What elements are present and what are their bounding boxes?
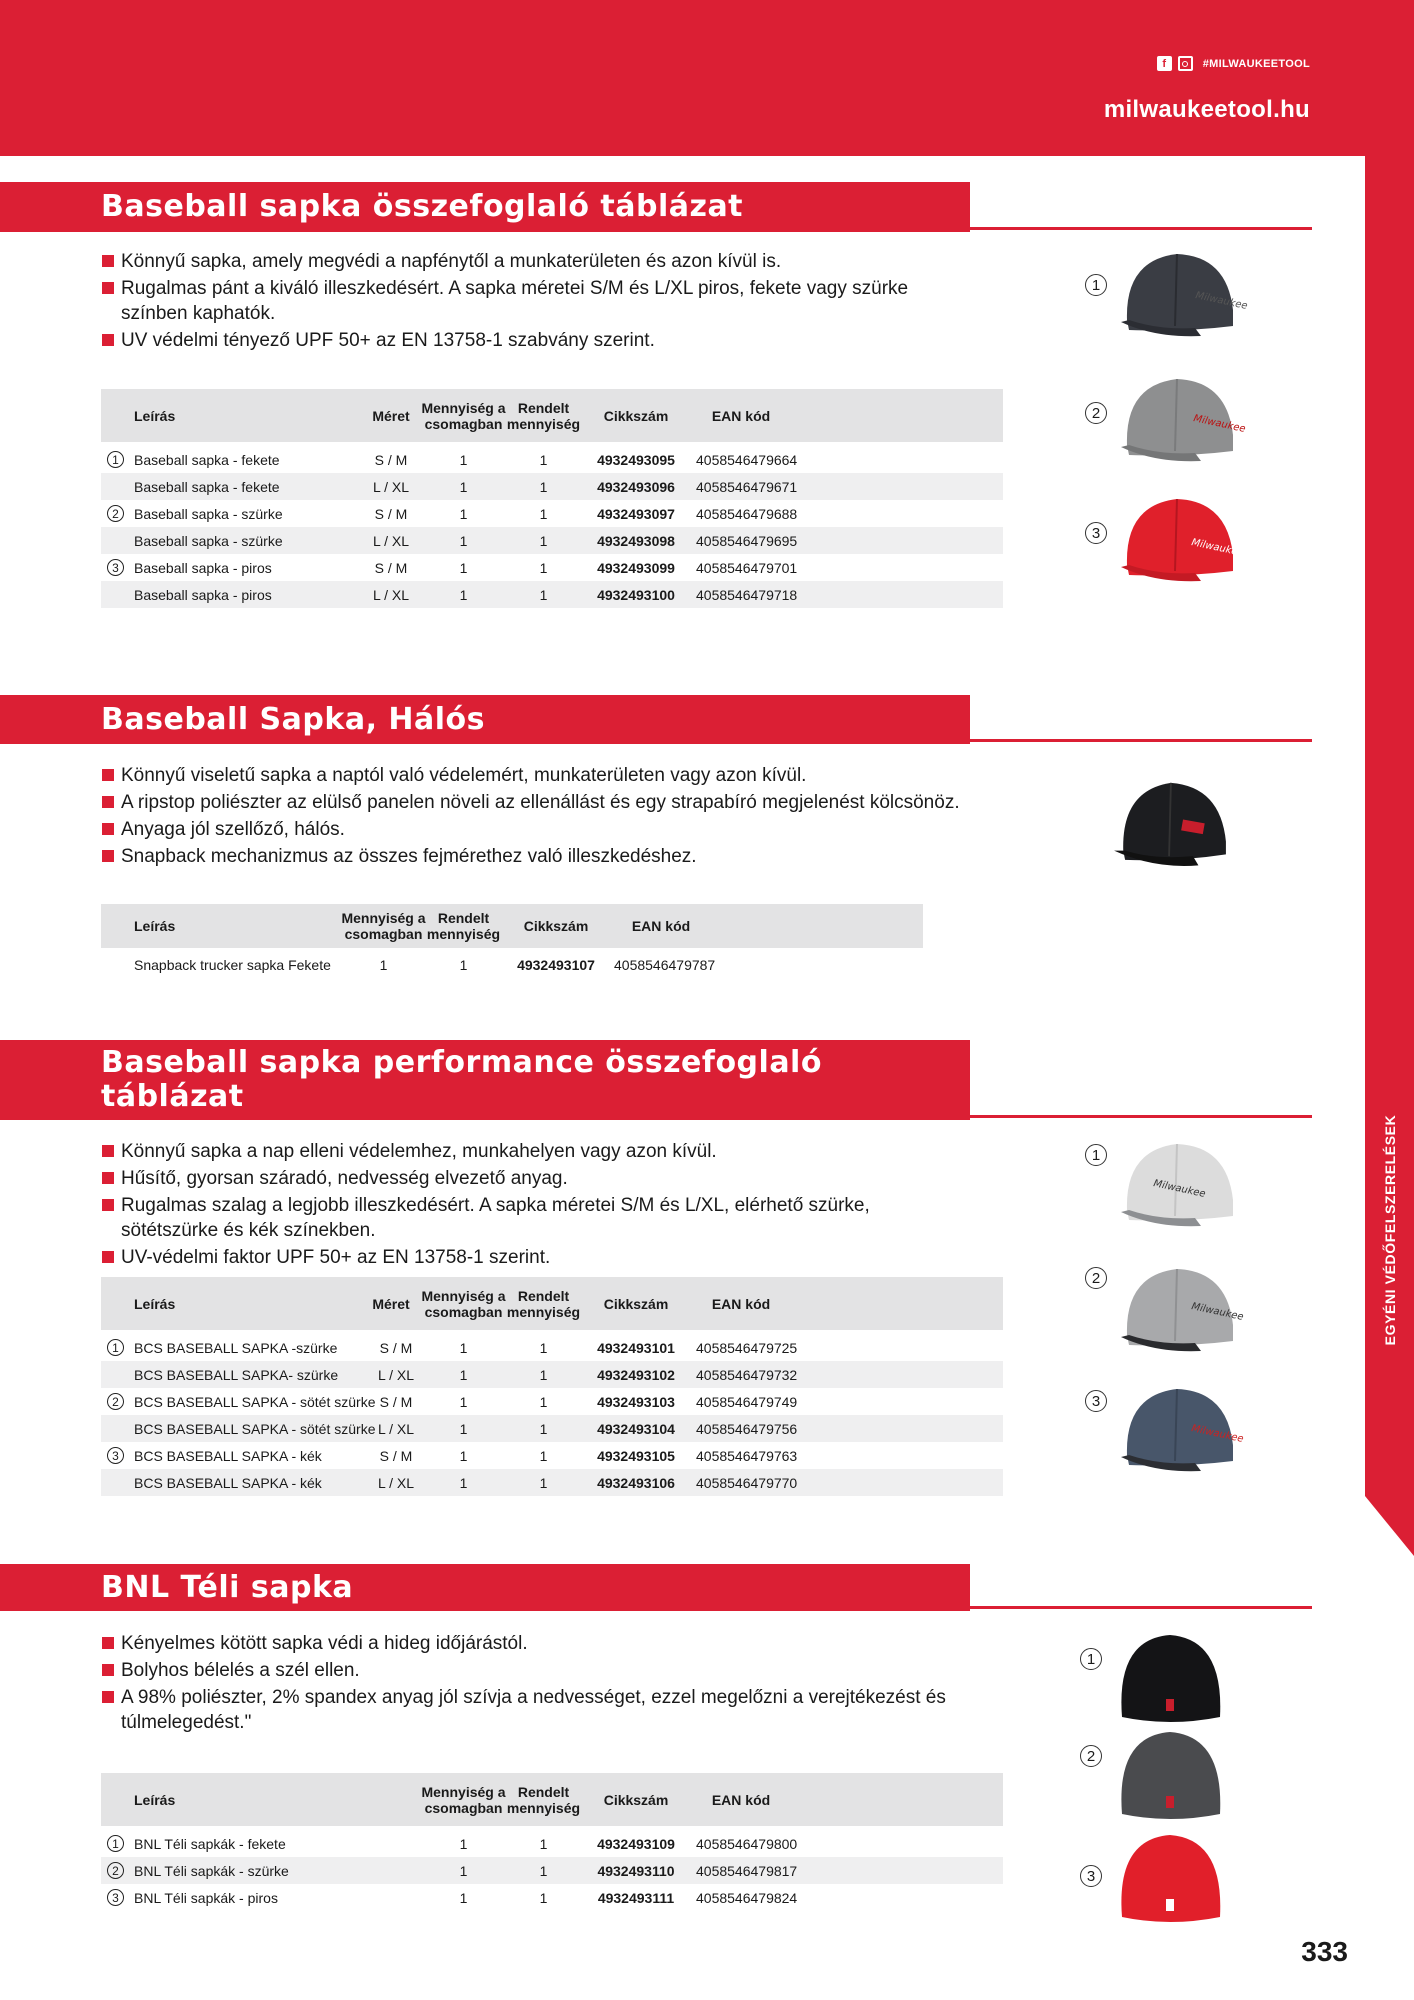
feature-item: A ripstop poliészter az elülső panelen növeli az ellenállást és egy strapabíró megjelenést kölcsönöz. xyxy=(101,790,1001,815)
cell-order: 1 xyxy=(539,532,548,549)
cell-order: 1 xyxy=(539,451,548,468)
facebook-icon[interactable]: f xyxy=(1157,56,1172,71)
cell-qty: 1 xyxy=(459,1862,468,1879)
cell-article-no: 4932493104 xyxy=(597,1420,675,1437)
table-row xyxy=(101,1334,1003,1361)
section-title-text: BNL Téli sapka xyxy=(101,1569,354,1605)
feature-item: Könnyű sapka a nap elleni védelemhez, munkahelyen vagy azon kívül. xyxy=(101,1139,921,1164)
cell-ean: 4058546479763 xyxy=(696,1447,798,1464)
feature-item: Hűsítő, gyorsan száradó, nedvesség elvezető anyag. xyxy=(101,1166,921,1191)
side-category-label: EGYÉNI VÉDŐFELSZERELÉSEK xyxy=(1382,1114,1398,1346)
cell-ean: 4058546479800 xyxy=(696,1835,798,1852)
table-row xyxy=(101,500,1003,527)
cell-article-no: 4932493111 xyxy=(597,1889,675,1906)
cell-article-no: 4932493099 xyxy=(597,559,675,576)
side-tab-point xyxy=(1365,1496,1414,1556)
feature-item: Anyaga jól szellőző, hálós. xyxy=(101,817,1001,842)
feature-item: Snapback mechanizmus az összes fejmérethez való illeszkedéshez. xyxy=(101,844,1001,869)
cell-qty: 1 xyxy=(459,1393,468,1410)
cell-ean: 4058546479770 xyxy=(696,1474,798,1491)
header-band xyxy=(0,0,1414,156)
col-description: Leírás xyxy=(134,1791,176,1808)
section-title-text: Baseball sapka performance összefoglaló xyxy=(101,1045,822,1080)
cell-article-no: 4932493101 xyxy=(597,1339,675,1356)
hashtag[interactable]: #MILWAUKEETOOL xyxy=(1202,57,1310,70)
cell-ean: 4058546479824 xyxy=(696,1889,798,1906)
table-row xyxy=(101,473,1003,500)
cell-ean: 4058546479718 xyxy=(696,586,798,603)
instagram-icon[interactable] xyxy=(1178,56,1193,71)
cell-size: L / XL xyxy=(372,532,410,549)
feature-list xyxy=(101,249,931,355)
feature-item: Kényelmes kötött sapka védi a hideg időjárástól. xyxy=(101,1631,981,1656)
cell-article-no: 4932493107 xyxy=(517,956,595,973)
cell-order: 1 xyxy=(539,478,548,495)
cell-qty: 1 xyxy=(459,451,468,468)
product-table xyxy=(101,904,923,978)
col-ean: EAN kód xyxy=(631,918,691,934)
cell-qty: 1 xyxy=(459,1366,468,1383)
cell-description: BCS BASEBALL SAPKA -szürke xyxy=(134,1339,338,1356)
cell-size: S / M xyxy=(379,1339,413,1356)
product-table xyxy=(101,1773,1003,1911)
cell-size: L / XL xyxy=(377,1366,415,1383)
trucker-cap-image xyxy=(1105,770,1235,880)
cell-order: 1 xyxy=(539,1339,548,1356)
section-divider xyxy=(970,1606,1312,1609)
cell-ean: 4058546479671 xyxy=(696,478,798,495)
product-number: 3 xyxy=(1085,522,1107,544)
cell-order: 1 xyxy=(459,956,468,973)
product-number: 2 xyxy=(1085,402,1107,424)
table-header xyxy=(101,389,1003,442)
cell-order: 1 xyxy=(539,505,548,522)
cell-article-no: 4932493103 xyxy=(597,1393,675,1410)
section-title-text: táblázat xyxy=(101,1079,244,1114)
product-number: 3 xyxy=(1085,1390,1107,1412)
col-size: Méret xyxy=(372,1295,410,1312)
cell-size: S / M xyxy=(374,559,408,576)
cell-ean: 4058546479756 xyxy=(696,1420,798,1437)
cell-article-no: 4932493097 xyxy=(597,505,675,522)
feature-item: Rugalmas szalag a legjobb illeszkedésért. A sapka méretei S/M és L/XL, elérhető szürke, sötétszürke és kék színekben. xyxy=(101,1193,921,1243)
cell-size: S / M xyxy=(379,1447,413,1464)
cell-article-no: 4932493105 xyxy=(597,1447,675,1464)
cell-order: 1 xyxy=(539,1447,548,1464)
table-header xyxy=(101,1277,1003,1330)
cell-ean: 4058546479688 xyxy=(696,505,798,522)
table-row xyxy=(101,554,1003,581)
cell-order: 1 xyxy=(539,1366,548,1383)
svg-text:Milwaukee: Milwaukee xyxy=(1190,1423,1245,1445)
light-gray-cap-image xyxy=(1115,1130,1235,1240)
feature-list xyxy=(101,1631,981,1737)
feature-item: A 98% poliészter, 2% spandex anyag jól szívja a nedvességet, ezzel megelőzni a verejtékezést és túlmelegedést." xyxy=(101,1685,981,1735)
cell-article-no: 4932493095 xyxy=(597,451,675,468)
col-ean: EAN kód xyxy=(711,1791,771,1808)
product-number: 1 xyxy=(1080,1648,1102,1670)
cell-description: BNL Téli sapkák - fekete xyxy=(134,1835,286,1852)
cell-ean: 4058546479695 xyxy=(696,532,798,549)
cell-description: BCS BASEBALL SAPKA - sötét szürke xyxy=(134,1393,376,1410)
cell-qty: 1 xyxy=(459,1835,468,1852)
section-title xyxy=(0,1040,970,1120)
item-number-badge: 2 xyxy=(107,505,124,522)
product-number: 1 xyxy=(1085,274,1107,296)
section-title xyxy=(0,695,970,744)
cell-size: L / XL xyxy=(372,478,410,495)
cell-qty: 1 xyxy=(459,532,468,549)
col-ean: EAN kód xyxy=(711,407,771,424)
cell-description: Baseball sapka - piros xyxy=(134,559,272,576)
site-url[interactable]: milwaukeetool.hu xyxy=(1103,96,1310,123)
red-cap-image xyxy=(1115,485,1245,595)
item-number-badge: 3 xyxy=(107,559,124,576)
cell-description: Baseball sapka - szürke xyxy=(134,505,283,522)
col-size: Méret xyxy=(372,407,410,424)
item-number-badge: 3 xyxy=(107,1889,124,1906)
col-article-no: Cikkszám xyxy=(603,407,669,424)
gray-cap-image xyxy=(1115,365,1247,475)
table-row xyxy=(101,1442,1003,1469)
cell-order: 1 xyxy=(539,1393,548,1410)
table-row xyxy=(101,1415,1003,1442)
cell-ean: 4058546479787 xyxy=(614,956,716,973)
red-beanie-image xyxy=(1110,1825,1230,1935)
feature-item: Rugalmas pánt a kiváló illeszkedésért. A sapka méretei S/M és L/XL piros, fekete vagy szürke színben kaphatók. xyxy=(101,276,931,326)
section-divider xyxy=(970,1115,1312,1118)
item-number-badge: 1 xyxy=(107,451,124,468)
table-row xyxy=(101,1469,1003,1496)
cell-qty: 1 xyxy=(459,1447,468,1464)
item-number-badge: 3 xyxy=(107,1447,124,1464)
svg-text:Milwaukee: Milwaukee xyxy=(1152,1178,1207,1200)
cell-description: BCS BASEBALL SAPKA - kék xyxy=(134,1474,322,1491)
black-beanie-image xyxy=(1110,1625,1230,1735)
product-number: 3 xyxy=(1080,1865,1102,1887)
cell-description: Baseball sapka - fekete xyxy=(134,478,280,495)
dark-gray-cap-image xyxy=(1115,1255,1245,1365)
col-article-no: Cikkszám xyxy=(523,918,589,934)
col-description: Leírás xyxy=(134,1295,176,1312)
cell-order: 1 xyxy=(539,1420,548,1437)
cell-article-no: 4932493100 xyxy=(597,586,675,603)
table-row xyxy=(101,1857,1003,1884)
cell-description: BCS BASEBALL SAPKA - sötét szürke xyxy=(134,1420,376,1437)
cell-qty: 1 xyxy=(459,559,468,576)
svg-text:Milwaukee: Milwaukee xyxy=(1190,537,1245,559)
cell-qty: 1 xyxy=(379,956,388,973)
col-order-qty: Rendelt mennyiség xyxy=(506,1783,581,1816)
svg-text:Milwaukee: Milwaukee xyxy=(1190,1301,1245,1323)
cell-order: 1 xyxy=(539,586,548,603)
section-divider xyxy=(970,227,1312,230)
table-header xyxy=(101,904,923,948)
col-article-no: Cikkszám xyxy=(603,1295,669,1312)
gray-beanie-image xyxy=(1110,1722,1230,1832)
cell-qty: 1 xyxy=(459,478,468,495)
cell-article-no: 4932493102 xyxy=(597,1366,675,1383)
cell-article-no: 4932493109 xyxy=(597,1835,675,1852)
section-title xyxy=(0,1564,970,1611)
table-row xyxy=(101,1884,1003,1911)
col-order-qty: Rendelt mennyiség xyxy=(506,1287,581,1320)
cell-size: L / XL xyxy=(377,1474,415,1491)
table-row xyxy=(101,446,1003,473)
cell-qty: 1 xyxy=(459,1339,468,1356)
cell-order: 1 xyxy=(539,1835,548,1852)
product-table xyxy=(101,389,1003,608)
table-row xyxy=(101,1388,1003,1415)
cell-ean: 4058546479725 xyxy=(696,1339,798,1356)
cell-qty: 1 xyxy=(459,505,468,522)
cell-description: Baseball sapka - szürke xyxy=(134,532,283,549)
cell-qty: 1 xyxy=(459,1420,468,1437)
table-row xyxy=(101,581,1003,608)
item-number-badge: 2 xyxy=(107,1862,124,1879)
table-row xyxy=(101,1830,1003,1857)
col-qty-pack: Mennyiség a csomagban xyxy=(341,910,426,942)
table-row xyxy=(101,527,1003,554)
black-cap-image xyxy=(1115,240,1249,350)
col-order-qty: Rendelt mennyiség xyxy=(506,399,581,432)
feature-item: UV védelmi tényező UPF 50+ az EN 13758-1 szabvány szerint. xyxy=(101,328,931,353)
cell-size: S / M xyxy=(379,1393,413,1410)
col-qty-pack: Mennyiség a csomagban xyxy=(421,1783,506,1816)
col-order-qty: Rendelt mennyiség xyxy=(426,910,501,942)
item-number-badge: 1 xyxy=(107,1835,124,1852)
cell-description: Baseball sapka - fekete xyxy=(134,451,280,468)
item-number-badge: 1 xyxy=(107,1339,124,1356)
col-ean: EAN kód xyxy=(711,1295,771,1312)
feature-item: Könnyű viseletű sapka a naptól való védelemért, munkaterületen vagy azon kívül. xyxy=(101,763,1001,788)
svg-text:Milwaukee: Milwaukee xyxy=(1194,290,1249,312)
section-title-text: Baseball sapka összefoglaló táblázat xyxy=(101,189,744,224)
section-divider xyxy=(970,739,1312,742)
cell-article-no: 4932493098 xyxy=(597,532,675,549)
cell-size: S / M xyxy=(374,451,408,468)
cell-article-no: 4932493106 xyxy=(597,1474,675,1491)
cell-description: Baseball sapka - piros xyxy=(134,586,272,603)
section-title-text: Baseball Sapka, Hálós xyxy=(101,701,486,737)
svg-text:Milwaukee: Milwaukee xyxy=(1192,413,1247,435)
col-description: Leírás xyxy=(134,918,176,934)
cell-ean: 4058546479732 xyxy=(696,1366,798,1383)
table-row xyxy=(101,951,923,978)
feature-list xyxy=(101,1139,921,1272)
product-table xyxy=(101,1277,1003,1496)
blue-cap-image xyxy=(1115,1375,1245,1485)
col-qty-pack: Mennyiség a csomagban xyxy=(421,1287,506,1320)
cell-article-no: 4932493110 xyxy=(597,1862,675,1879)
col-article-no: Cikkszám xyxy=(603,1791,669,1808)
product-number: 2 xyxy=(1080,1745,1102,1767)
cell-order: 1 xyxy=(539,1889,548,1906)
cell-order: 1 xyxy=(539,1862,548,1879)
product-number: 1 xyxy=(1085,1144,1107,1166)
cell-article-no: 4932493096 xyxy=(597,478,675,495)
cell-ean: 4058546479664 xyxy=(696,451,798,468)
cell-size: L / XL xyxy=(372,586,410,603)
page-number: 333 xyxy=(1301,1936,1348,1967)
cell-size: S / M xyxy=(374,505,408,522)
cell-ean: 4058546479749 xyxy=(696,1393,798,1410)
table-row xyxy=(101,1361,1003,1388)
social-links xyxy=(1157,56,1310,71)
cell-qty: 1 xyxy=(459,1474,468,1491)
item-number-badge: 2 xyxy=(107,1393,124,1410)
cell-order: 1 xyxy=(539,1474,548,1491)
col-description: Leírás xyxy=(134,407,176,424)
cell-qty: 1 xyxy=(459,586,468,603)
section-title xyxy=(0,182,970,232)
cell-description: Snapback trucker sapka Fekete xyxy=(134,956,331,973)
cell-description: BNL Téli sapkák - piros xyxy=(134,1889,278,1906)
cell-ean: 4058546479701 xyxy=(696,559,798,576)
cell-ean: 4058546479817 xyxy=(696,1862,798,1879)
feature-item: Könnyű sapka, amely megvédi a napfénytől a munkaterületen és azon kívül is. xyxy=(101,249,931,274)
feature-item: UV-védelmi faktor UPF 50+ az EN 13758-1 szerint. xyxy=(101,1245,921,1270)
cell-order: 1 xyxy=(539,559,548,576)
cell-qty: 1 xyxy=(459,1889,468,1906)
table-header xyxy=(101,1773,1003,1826)
feature-list xyxy=(101,763,1001,871)
cell-description: BNL Téli sapkák - szürke xyxy=(134,1862,289,1879)
cell-description: BCS BASEBALL SAPKA - kék xyxy=(134,1447,322,1464)
cell-size: L / XL xyxy=(377,1420,415,1437)
product-number: 2 xyxy=(1085,1267,1107,1289)
feature-item: Bolyhos bélelés a szél ellen. xyxy=(101,1658,981,1683)
cell-description: BCS BASEBALL SAPKA- szürke xyxy=(134,1366,339,1383)
col-qty-pack: Mennyiség a csomagban xyxy=(421,399,506,432)
